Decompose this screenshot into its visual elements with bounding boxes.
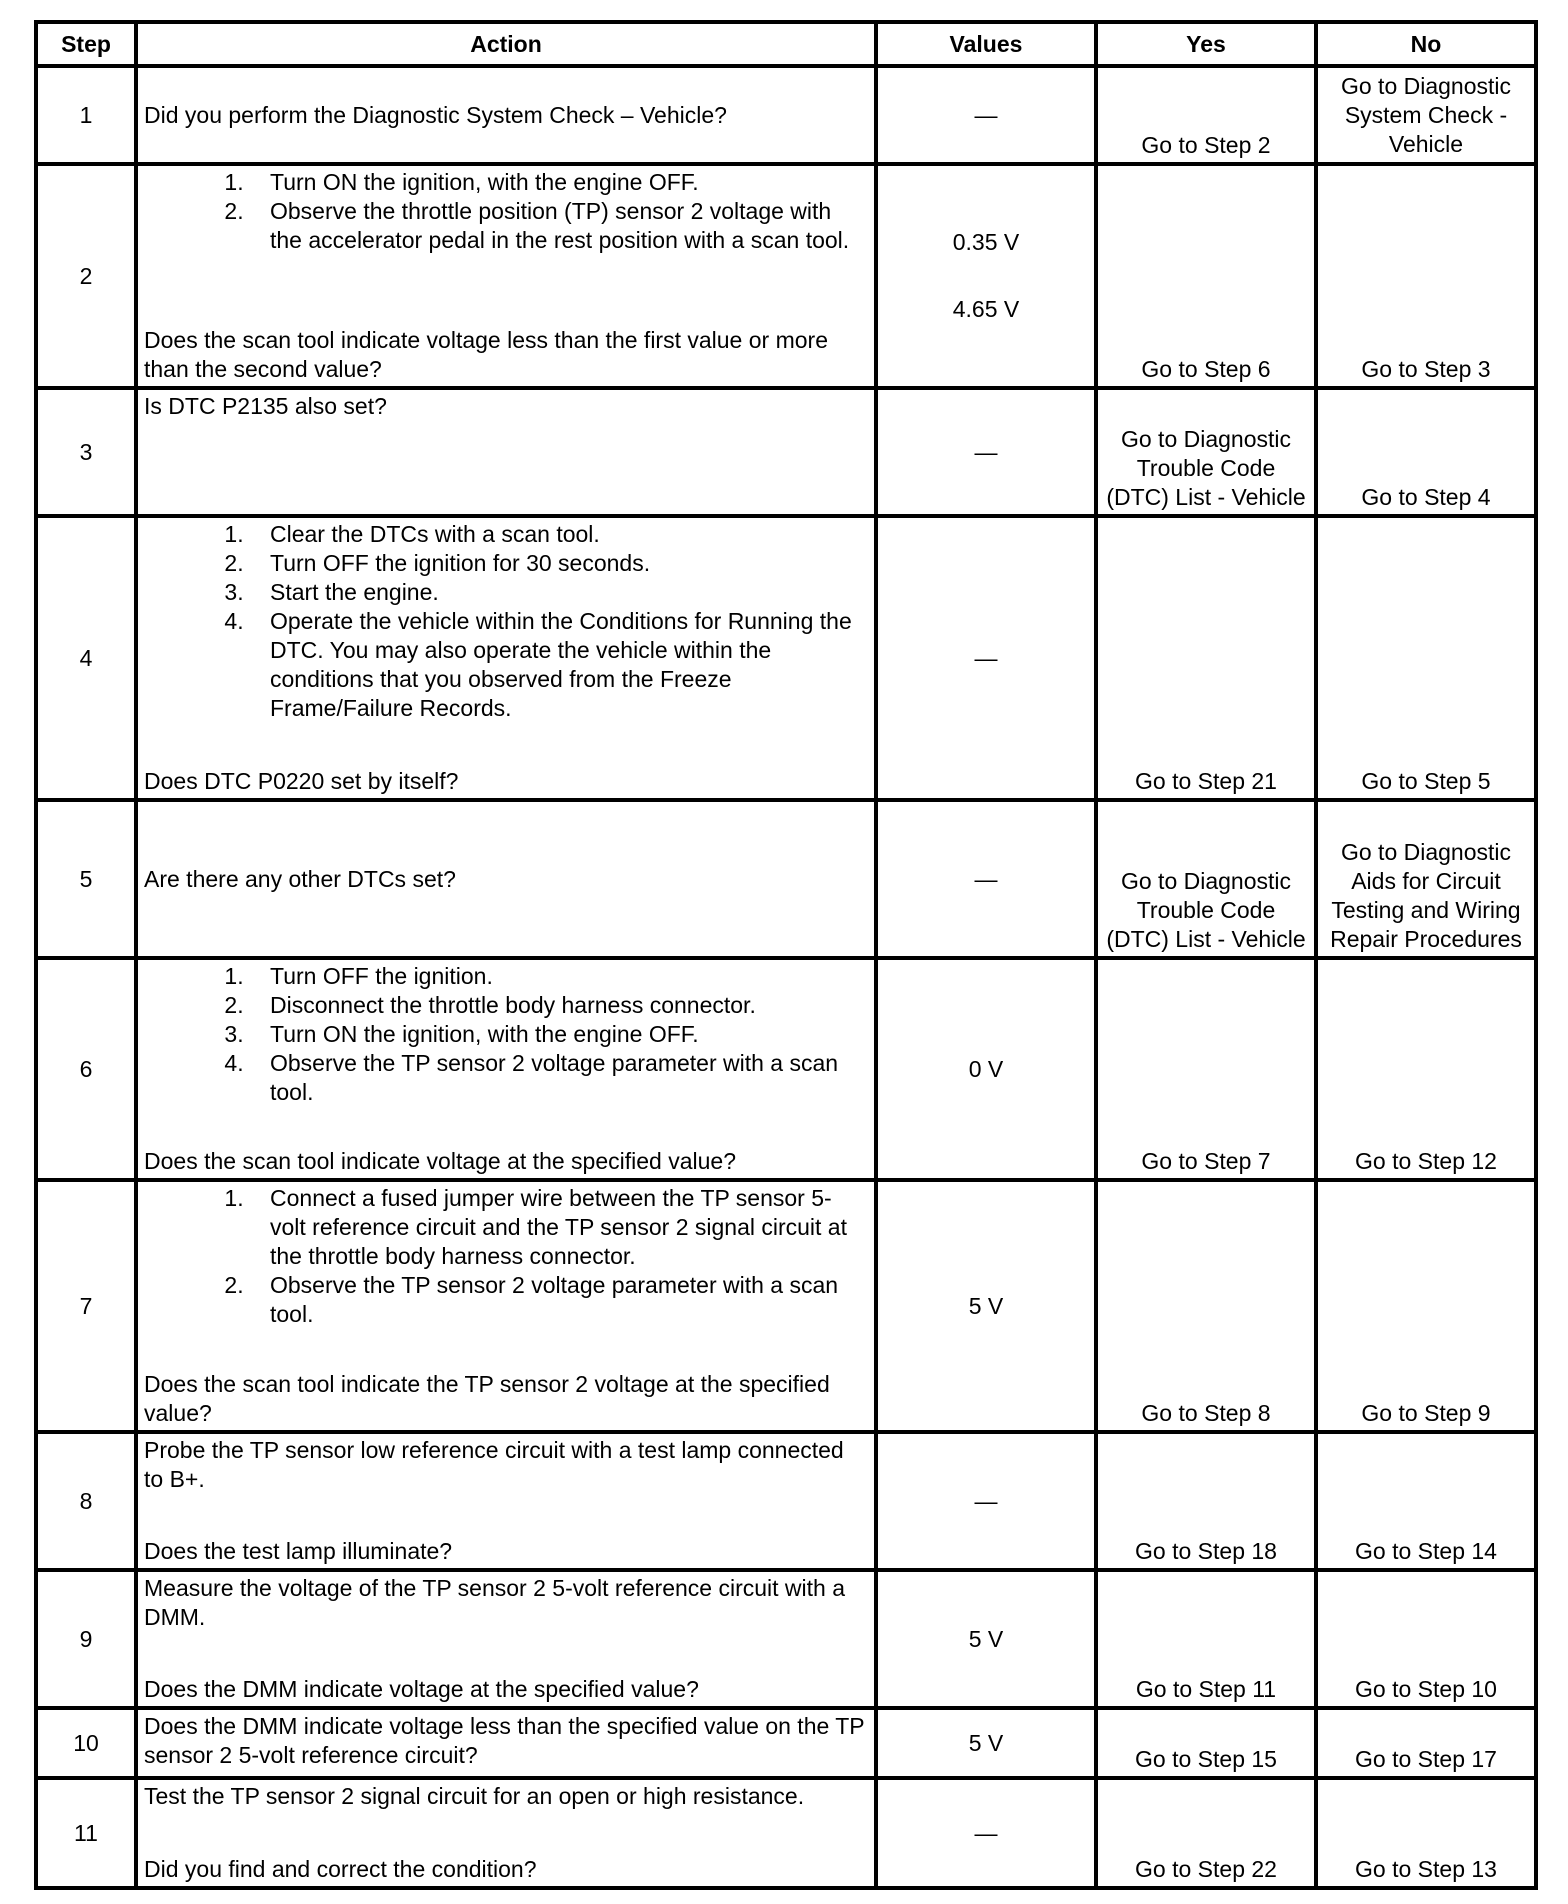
action-list [144, 962, 866, 1107]
yes-cell: Go to Diagnostic Trouble Code (DTC) List - Vehicle [1096, 388, 1316, 516]
action-list [144, 168, 866, 255]
action-cell [136, 66, 876, 164]
table-row [36, 1778, 1536, 1888]
value-low: 0.35 V [952, 229, 1020, 255]
action-cell [136, 1570, 876, 1708]
action-text: Probe the TP sensor low reference circuit with a test lamp connected to B+. [144, 1437, 844, 1492]
list-item: 4. Operate the vehicle within the Conditions for Running the DTC. You may also operate the vehicle within the conditions that you observed from the Freeze Frame/Failure Records. [250, 607, 866, 723]
table-row [36, 1570, 1536, 1708]
values-cell: — [876, 1432, 1096, 1570]
yes-cell: Go to Step 15 [1096, 1708, 1316, 1778]
no-cell: Go to Step 9 [1316, 1180, 1536, 1432]
step-number: 9 [36, 1570, 136, 1708]
action-cell [136, 1432, 876, 1570]
yes-cell: Go to Step 18 [1096, 1432, 1316, 1570]
table-row [36, 516, 1536, 800]
header-values: Values [876, 22, 1096, 66]
table-row [36, 164, 1536, 388]
diagnostic-table [34, 20, 1538, 1890]
action-question: Does the scan tool indicate the TP sensor 2 voltage at the specified value? [144, 1371, 830, 1426]
table-row [36, 958, 1536, 1180]
action-question: Does the DMM indicate voltage at the specified value? [144, 1676, 699, 1702]
yes-cell: Go to Step 2 [1096, 66, 1316, 164]
values-cell: — [876, 66, 1096, 164]
no-cell: Go to Step 13 [1316, 1778, 1536, 1888]
action-text: Does the DMM indicate voltage less than the specified value on the TP sensor 2 5-volt reference circuit? [144, 1713, 865, 1768]
no-cell: Go to Step 17 [1316, 1708, 1536, 1778]
no-cell: Go to Step 4 [1316, 388, 1536, 516]
step-number: 4 [36, 516, 136, 800]
yes-cell: Go to Step 7 [1096, 958, 1316, 1180]
table-row [36, 1432, 1536, 1570]
values-cell: 5 V [876, 1180, 1096, 1432]
action-question: Does the scan tool indicate voltage less than the first value or more than the second value? [144, 327, 828, 382]
values-cell: — [876, 388, 1096, 516]
header-yes: Yes [1096, 22, 1316, 66]
list-item: 4. Observe the TP sensor 2 voltage parameter with a scan tool. [250, 1049, 866, 1107]
action-question: Did you find and correct the condition? [144, 1856, 537, 1882]
action-question: Does the test lamp illuminate? [144, 1538, 453, 1564]
table-row [36, 66, 1536, 164]
list-item: 1. Turn OFF the ignition. [250, 962, 866, 991]
no-cell: Go to Step 12 [1316, 958, 1536, 1180]
table-row [36, 800, 1536, 958]
no-cell: Go to Diagnostic Aids for Circuit Testing and Wiring Repair Procedures [1316, 800, 1536, 958]
action-list [144, 520, 866, 723]
action-list [144, 1184, 866, 1329]
action-cell [136, 516, 876, 800]
step-number: 11 [36, 1778, 136, 1888]
step-number: 6 [36, 958, 136, 1180]
action-cell [136, 1180, 876, 1432]
list-item: 2. Disconnect the throttle body harness connector. [250, 991, 866, 1020]
list-item: 1. Clear the DTCs with a scan tool. [250, 520, 866, 549]
action-cell [136, 1778, 876, 1888]
action-text: Is DTC P2135 also set? [144, 393, 387, 419]
header-action: Action [136, 22, 876, 66]
no-cell: Go to Step 5 [1316, 516, 1536, 800]
action-cell [136, 164, 876, 388]
values-cell [876, 164, 1096, 388]
yes-cell: Go to Step 21 [1096, 516, 1316, 800]
values-cell: 5 V [876, 1708, 1096, 1778]
header-no: No [1316, 22, 1536, 66]
yes-cell: Go to Step 11 [1096, 1570, 1316, 1708]
step-number: 8 [36, 1432, 136, 1570]
yes-cell: Go to Step 22 [1096, 1778, 1316, 1888]
list-item: 2. Observe the TP sensor 2 voltage parameter with a scan tool. [250, 1271, 866, 1329]
step-number: 3 [36, 388, 136, 516]
table-row [36, 1180, 1536, 1432]
yes-cell: Go to Step 8 [1096, 1180, 1316, 1432]
step-number: 2 [36, 164, 136, 388]
values-cell: — [876, 1778, 1096, 1888]
value-high: 4.65 V [952, 296, 1020, 322]
action-question: Does the scan tool indicate voltage at the specified value? [144, 1148, 736, 1174]
action-text: Test the TP sensor 2 signal circuit for an open or high resistance. [144, 1783, 805, 1809]
action-cell [136, 800, 876, 958]
list-item: 1. Connect a fused jumper wire between the TP sensor 5-volt reference circuit and the TP sensor 2 signal circuit at the throttle body harness connector. [250, 1184, 866, 1271]
step-number: 10 [36, 1708, 136, 1778]
list-item: 1. Turn ON the ignition, with the engine OFF. [250, 168, 866, 197]
values-cell: 5 V [876, 1570, 1096, 1708]
values-cell: — [876, 516, 1096, 800]
table-row [36, 388, 1536, 516]
table-row [36, 1708, 1536, 1778]
action-cell [136, 388, 876, 516]
list-item: 2. Observe the throttle position (TP) sensor 2 voltage with the accelerator pedal in the rest position with a scan tool. [250, 197, 866, 255]
action-text: Did you perform the Diagnostic System Check – Vehicle? [144, 101, 727, 128]
list-item: 3. Turn ON the ignition, with the engine OFF. [250, 1020, 866, 1049]
list-item: 3. Start the engine. [250, 578, 866, 607]
yes-cell: Go to Step 6 [1096, 164, 1316, 388]
step-number: 1 [36, 66, 136, 164]
action-text: Are there any other DTCs set? [144, 865, 456, 892]
step-number: 7 [36, 1180, 136, 1432]
values-cell: 0 V [876, 958, 1096, 1180]
action-text: Measure the voltage of the TP sensor 2 5-volt reference circuit with a DMM. [144, 1575, 846, 1630]
action-cell [136, 958, 876, 1180]
no-cell: Go to Step 14 [1316, 1432, 1536, 1570]
action-cell [136, 1708, 876, 1778]
no-cell: Go to Step 3 [1316, 164, 1536, 388]
header-step: Step [36, 22, 136, 66]
no-cell: Go to Step 10 [1316, 1570, 1536, 1708]
step-number: 5 [36, 800, 136, 958]
header-row [36, 22, 1536, 66]
list-item: 2. Turn OFF the ignition for 30 seconds. [250, 549, 866, 578]
action-question: Does DTC P0220 set by itself? [144, 768, 459, 794]
yes-cell: Go to Diagnostic Trouble Code (DTC) List - Vehicle [1096, 800, 1316, 958]
values-cell: — [876, 800, 1096, 958]
no-cell: Go to Diagnostic System Check - Vehicle [1316, 66, 1536, 164]
